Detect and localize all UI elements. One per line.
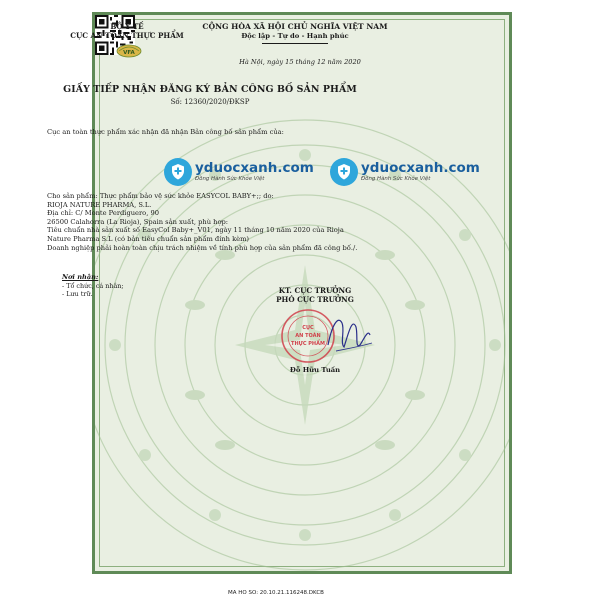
signer-title: KT. CỤC TRƯỞNG — [278, 286, 352, 295]
document-title: GIẤY TIẾP NHẬN ĐĂNG KÝ BẢN CÔNG BỐ SẢN PHẨM — [63, 84, 357, 95]
stamp-text: THỰC PHẨM — [291, 341, 325, 347]
watermark-tagline: Đồng Hành Sức Khỏe Việt — [195, 176, 265, 182]
standard-line: Tiêu chuẩn nhà sản xuất số EasyCol Baby+_V01, ngày 11 tháng 10 năm 2020 của Rioja — [47, 226, 344, 235]
signer-name: Đỗ Hữu Tuấn — [289, 366, 341, 374]
emblem-text: VFA — [123, 50, 135, 56]
watermark-brand: yduocxanh.com — [361, 160, 480, 176]
dossier-code: MA HO SO: 20.10.21.116248.DKCB — [228, 590, 324, 596]
watermark-logo — [330, 152, 480, 192]
shield-hand-icon — [164, 158, 192, 186]
recipients-heading: Nơi nhận: — [62, 273, 99, 281]
product-line: Cho sản phẩm: Thực phẩm bảo vệ sức khỏe EASYCOL BABY+;; do: — [47, 192, 274, 200]
stamp-text: CỤC — [302, 325, 314, 331]
standard-line-cont: Nature Pharma S.L (có bản tiêu chuẩn sản phẩm đính kèm) — [47, 235, 250, 243]
recipient-item: - Tổ chức, cá nhân; — [62, 282, 124, 290]
watermark-brand: yduocxanh.com — [195, 160, 314, 176]
manufacturer-city: 26500 Calahorra (La Rioja), Spain sản xuất, phù hợp: — [47, 217, 229, 226]
shield-hand-icon — [330, 158, 358, 186]
intro-text: Cục an toàn thực phẩm xác nhận đã nhận Bản công bố sản phẩm của: — [47, 128, 284, 136]
handwritten-signature — [318, 305, 378, 360]
issue-date: Hà Nội, ngày 15 tháng 12 năm 2020 — [239, 58, 361, 66]
manufacturer-name: RIOJA NATURE PHARMA, S.L. — [47, 200, 152, 209]
signer-position: PHÓ CỤC TRƯỞNG — [276, 295, 354, 304]
agency-name: CỤC AN TOÀN THỰC PHẨM — [70, 31, 184, 40]
responsibility-line: Doanh nghiệp phải hoàn toàn chịu trách nhiệm về tính phù hợp của sản phẩm đã công bố./. — [47, 243, 358, 252]
stamp-text: AN TOÀN — [295, 333, 321, 339]
ministry-name: BỘ Y TẾ — [110, 22, 144, 31]
motto-underline — [262, 43, 328, 44]
country-motto: Độc lập - Tự do - Hạnh phúc — [241, 32, 349, 40]
recipient-item: - Lưu trữ. — [62, 290, 93, 298]
vfa-emblem — [116, 44, 142, 58]
manufacturer-address: Địa chỉ: C/ Monte Perdiguero, 90 — [47, 209, 159, 218]
document-number: Số: 12360/2020/ĐKSP — [170, 98, 250, 106]
country-name: CỘNG HÒA XÃ HỘI CHỦ NGHĨA VIỆT NAM — [202, 22, 388, 31]
watermark-tagline: Đồng Hành Sức Khỏe Việt — [361, 176, 431, 182]
